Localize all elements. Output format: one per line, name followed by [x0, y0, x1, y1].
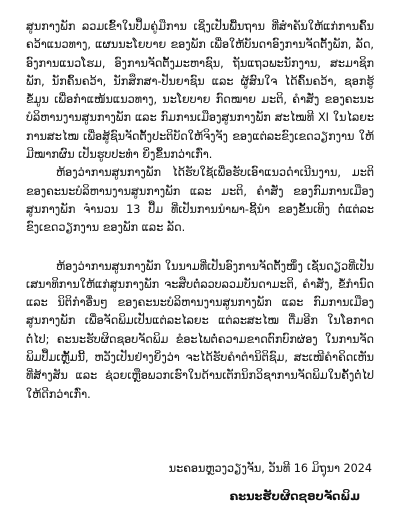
paragraph-intro: ສູນກາງພັກ ລວມເຂົ້າໃນປຶ້ມຄູ່ມືການ ເຊິ່ງເປັນພື້ນຖານ ທີ່ສຳຄັນໃຫ້ແກ່ການຄົ້ນຄວ້າແນວທາງ, ແຜນນະໂຍບາຍ ຂອງພັກ ເພື່ອໃຫ້ບັນດາອົງການຈັດຕັ້ງພັກ, ລັດ, ອົງການແນວໂຮມ, ອົງການຈັດຕັ້ງມະຫາຊົນ, ຖັນແຖວພະນັກງານ, ສະມາຊິກພັກ, ນັກຄົ້ນຄວ້າ, ນັກສຶກສາ-ປັນຍາຊົນ ແລະ ຜູ້ສົນໃຈ ໄດ້ຄົ້ນຄວ້າ, ຊອກຮູ້ຂໍ້ມູນ ເພື່ອກຳແໜ້ນແນວທາງ, ນະໂຍບາຍ ກົດໝາຍ ມະຕິ, ຄຳສັ່ງ ຂອງຄະນະບໍລິຫານງານສູນກາງພັກ ແລະ ກົມການເມືອງສູນກາງພັກ ສະໄໝທີ XI ໃນໄລຍະການສະໄໝ ເພື່ອສູ້ຊົນຈັດຕັ້ງປະຕິບັດໃຫ້ຈິງຈັງ ຂອງແຕ່ລະຂົງເຂດວຽກງານ ໃຫ້ມີໝາກຜົນ ເປັນຮູບປະທຳ ຍິ່ງຂຶ້ນກວ່າເກົ່າ.	[26, 20, 374, 162]
paragraph-office-publication: ຫ້ອງວ່າການສູນກາງພັກ ໄດ້ຮັບໃຊ້ເພື່ອຮັບເອົາແນວດຳເນີນງານ, ມະຕິ ຂອງຄະນະບໍລິຫານງານສູນກາງພັກ ແລະ ມະຕິ, ຄຳສັ່ງ ຂອງກົມການເມືອງສູນກາງພັກ ຈຳນວນ 13 ປຶ້ມ ທີ່ເປັນການນຳພາ-ຊີ້ນຳ ຂອງຂັ້ນເທິງ ຕໍ່ແຕ່ລະຂົງເຂດວຽກງານ ຂອງພັກ ແລະ ລັດ.	[26, 166, 374, 235]
date-line: ນະຄອນຫຼວງວຽງຈັນ, ວັນທີ 16 ມິຖຸນາ 2024	[168, 462, 372, 475]
paragraph-gap	[26, 238, 374, 258]
paragraph-future-publication: ຫ້ອງວ່າການສູນກາງພັກ ໃນນາມທີ່ເປັນອົງການຈັດຕັ້ງໜຶ່ງ ເຊັ່ນດຽວທີ່ເປັນເສນາທິການໃຫ້ແກ່ສູນກາງພັກ ຈະສືບຕໍ່ລວບລວມບັນດາມະຕິ, ຄຳສັ່ງ, ຂໍ້ກຳນົດ ແລະ ນິຕິກຳອື່ນໆ ຂອງຄະນະບໍລິຫານງານສູນກາງພັກ ແລະ ກົມການເມືອງສູນກາງພັກ ເພື່ອຈັດພິມເປັນແຕ່ລະໄລຍະ ແຕ່ລະສະໄໝ ຕື່ມອີກ ໃນໂອກາດຕໍ່ໄປ; ຄະນະຮັບຜິດຊອບຈັດພິມ ຂໍອະໄພຕໍ່ຄວາມຂາດຕົກບົກຜ່ອງ ໃນການຈັດພິມປຶ້ມເຫຼັ້ມນີ້, ຫວັງເປັນຢ່າງຍິ່ງວ່າ ຈະໄດ້ຮັບຄຳຕຳນິຕິຊົມ, ສະເໜີຄຳຄິດເຫັນ ທີ່ສ້າງສັນ ແລະ ຊ່ວຍເຫຼືອພວກເຮົາໃນດ້ານເຕັກນິກວິຊາການຈັດພິມໃນຄັ້ງຕໍ່ໄປ ໃຫ້ດີກວ່າເກົ່າ.	[26, 259, 374, 401]
signature-committee: ຄະນະຮັບຜິດຊອບຈັດພິມ	[229, 489, 360, 503]
